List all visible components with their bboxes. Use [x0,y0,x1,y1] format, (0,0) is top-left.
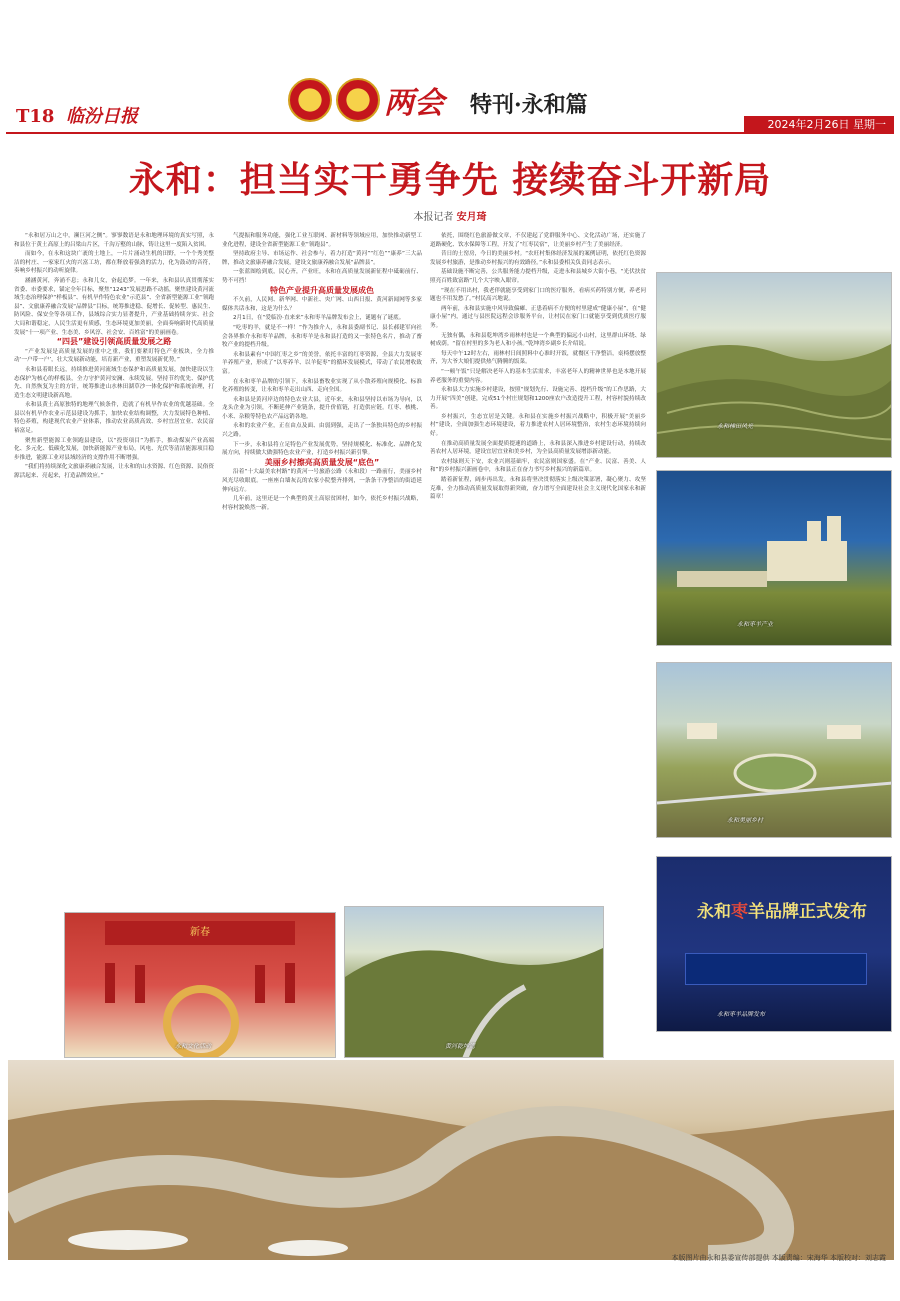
paragraph: 昔日的土窑房，今日的美丽乡村。“农旺村集体经济发展的案例证明，依托红色资源发展乡村旅游，是推动乡村振兴的有效路径。”永和县委相关负责同志表示。 [430,251,646,266]
photo-river-valley [344,906,604,1058]
paper-name: 临汾日报 [66,106,139,127]
paragraph: 基础设施不断完善，公共服务能力提档升级，走进永和县城乡大街小巷，“光伏扶贫照亮百姓致富路”几个大字映入眼帘。 [430,269,646,284]
photo-credit: 本版图片由永和县委宣传部提供 [671,1254,770,1262]
photo-performance [64,912,336,1058]
paragraph: 在推动高质量发展全面提质提速的道路上，永和县深入推进乡村建设行动，持续改善农村人居环境，建设宜居宜业和美乡村，为全县高质量发展增添新动能。 [430,440,646,456]
paragraph: 沿着“十大最美农村路”的黄河一号旅游公路（永和段）一路前行，美丽乡村风光尽收眼底。一座座白墙灰瓦的农家小院整齐排列，一条条干净整洁的街道延伸向远方。 [222,469,422,493]
photo-yellow-river-bend [8,1060,894,1260]
byline-prefix: 本报记者 [413,212,454,223]
page-headline: 永和：担当实干勇争先 接续奋斗开新局 [128,159,772,201]
stage-screen [685,953,867,985]
photo-caption: 永和枣羊产业 [737,621,774,628]
photo-caption: 黄河乾坤湾 [445,1043,476,1050]
village-illustration [657,663,892,838]
paragraph: 踏着新征程，阔步再出发。永和县将坚决贯彻落实上级决策部署，凝心聚力、攻坚克难，全力推动高质量发展取得新突破，奋力谱写全面建设社会主义现代化国家永和新篇章！ [430,477,646,501]
paragraph: 一张蓝图绘到底，民心齐，产业旺，永和在高质量发展新征程中砥砺前行、势不可挡！ [222,269,422,284]
paragraph: “一顿午饭”只是解决老年人的基本生活需求，丰富老年人的精神世界也是本地开展养老服务的重要内容。 [430,368,646,384]
photo-caption: 永和梯田风光 [717,423,754,430]
paragraph: “产业发展是高质量发展的重中之重，我们要紧盯特色产业板块，全力推动‘一户带一户’，壮大发展新动能，培育新产业，重塑发展新优势。” [14,348,214,364]
article-column-3 [430,232,646,880]
photo-caption: 永和美丽乡村 [727,817,764,824]
paragraph: 无独有偶，永和县乾坤湾乡雨林村也是一个典型的偏远小山村，这里群山环绕、绿树成荫。“留在村里的多为老人和小孩。”乾坤湾乡副乡长介绍说。 [430,332,646,348]
subheading-four-counties: “四县”建设引领高质量发展之路 [56,337,172,347]
byline [0,208,900,223]
paragraph: 坚持政府主导、市场运作、社会参与，着力打造“黄河”“红色”“康养”三大品牌，推动文旅康养融合发展，建设文旅康养融合发展“品牌县”。 [222,251,422,266]
date-bar [744,116,894,134]
terrace-illustration [657,273,892,458]
paragraph: 在永和枣羊品牌的引领下，永和县畜牧业实现了从小散养殖向规模化、标准化养殖的转变，让永和枣羊走出山西、走向全国。 [222,378,422,394]
photo-village-aerial [656,662,892,838]
paragraph: 永和县素有“中国红枣之乡”的美誉，依托丰富的红枣资源，全县大力发展枣羊养殖产业，形成了“以枣养羊、以羊促枣”的循环发展模式，带动了农民增收致富。 [222,351,422,375]
launch-title-zao: 枣 [731,902,748,922]
subheading-beautiful-village: 美丽乡村擦亮高质量发展“底色” [264,457,380,467]
photo-farm-buildings [656,470,892,646]
photo-brand-launch [656,856,892,1032]
valley-illustration [345,907,604,1058]
footer-credits [672,1253,886,1263]
launch-title [697,897,867,922]
special-issue-title: 特刊·永和篇 [470,92,588,118]
launch-title-a: 永和 [697,902,731,922]
paragraph: 依托，围绕红色旅游做文章，不仅建起了党群服务中心、文化活动广场，还实施了道路硬化、饮水保障等工程，开发了“红枣民宿”，让美丽乡村产生了美丽经济。 [430,233,646,248]
photo-terraces [656,272,892,458]
paragraph: 不久前，人民网、新华网、中新社、央广网、山西日报、黄河新闻网等多家媒体共话永和，这是为什么？ [222,297,422,312]
river-bend-illustration [8,1060,894,1260]
paragraph: 永和县大力实施乡村建设，按照“规划先行、设施完善、提档升级”的工作思路，大力开展“四美”创建，完成51个村庄规划和1200座农户改造提升工程，村容村貌持续改善。 [430,387,646,411]
page-number: T18 [16,106,55,127]
paragraph: 永和县着眼长远，持续推进黄河流域生态保护和高质量发展，加快建设以生态保护为核心的样板县，全力守护黄河安澜、永续发展。坚持节约优先、保护优先、自然恢复为主的方针，统筹推进山水林田湖草沙一体化保护和系统治理，打造生态文明建设新高地。 [14,366,214,399]
paragraph: 两年前，永和县实施中风导致偏瘫、正患着病不方便的村里建成“健康小屋”，在“健康小屋”内，通过与县医院远程会诊服务平台，让村民在家门口就能享受到优质医疗服务。 [430,305,646,329]
paragraph: 几年前，这里还是一个典型的黄土高原贫困村，如今，依托乡村振兴战略，村容村貌焕然一新。 [222,496,422,511]
photo-caption: 永和枣羊品牌发布 [717,1011,766,1018]
paragraph: 永和县是黄河岸边的特色农业大县，近年来，永和县坚持以市场为导向，以龙头企业为引领，不断延伸产业链条，提升价值链，打造供应链。红枣、核桃、小米、杂粮等特色农产品远销各地。 [222,396,422,420]
paragraph: “我们将持续深化文旅康养融合发展，让永和的山水资源、红色资源、民俗资源活起来、亮起来，打造品牌效应。” [14,464,214,480]
cppcc-emblem-icon [336,78,380,122]
paragraph: 而如今，在永和这块广袤的土地上，一片片涌动生机的田野，一个个秀美整洁的村庄、一家家红火的兴富工坊，都在释放着强劲的活力，化为鼓动的音符，奏响乡村振兴的动听旋律。 [14,251,214,275]
editor-credit: 本版责编：宋海华 [771,1254,828,1262]
masthead [6,44,894,134]
paragraph: 聚焦新型能源工业领跑县建设，以“投资项目”为抓手，推动煤炭产业高端化、多元化、低碳化发展，加快新能源产业布局，风电、光伏等清洁能源项目稳步推进，能源工业对县域经济的支撑作用不断增强。 [14,437,214,461]
subheading-specialty-industry: 特色产业提升高质量发展成色 [270,285,374,295]
issue-weekday: 星期一 [853,118,886,131]
article-column-1 [14,232,214,880]
launch-title-b: 羊品牌正式发布 [748,902,867,922]
paragraph: “现在不用出村，我老伴就能享受到家门口的医疗服务，看病买药特别方便，养老问题也不用发愁了。”村民高兴地说。 [430,287,646,303]
paragraph: “永和居万山之中，濒巨河之侧”。寥寥数语是永和地理环境的真实写照，永和县位于黄土高原上的吕梁山片区，千沟万壑的山脉，铸让这里一度陷入贫困。 [14,233,214,248]
paragraph: 涵涵黄河，奔涌不息；永和儿女，奋起追梦。一年来，永和县认真贯彻落实省委、市委要求，锚定全年目标，聚焦“1243”发展思路不动摇，聚焦建设黄河流域生态治理保护“样板县”、有机旱作特色农业“示范县”、全省新型能源工业“领跑县”、文旅康养融合发展“品牌县”目标，统筹推进稳、促增长、促转型、惠民生、防风险、保安全等各项工作，县域综合实力显著提升，产业基础持续夯实、社会大局和谐稳定，人民生活更有质感，生态环境更加美丽，全面奏响新时代高质量发展“十一项产业、生态美、乡风淳、社会安、百姓富”的美丽画卷。 [14,277,214,336]
stage-banner: 新春 [105,921,295,945]
reporter-name: 安月琦 [456,212,487,223]
paragraph: 乡村振兴，生态宜居是关键。永和县在实施乡村振兴战略中，积极开展“美丽乡村”建设，全面加强生态环境建设，着力推进农村人居环境整治，农村生态环境持续向好。 [430,413,646,438]
photo-caption: 永和文化活动 [175,1043,212,1050]
farm-illustration [657,471,892,646]
paragraph: 气提振和服务功能，强化工业互联网、新材料等领域应用，加快推动新型工业化进程，建设全省新型能源工业“领跑县”。 [222,233,422,248]
paragraph: 每天中午12时左右，雨林村日间照料中心准时开饭，就餐区干净整洁，桌椅摆放整齐，为大爷大娘们提供热气腾腾的饭菜。 [430,350,646,366]
paragraph: 2月1日，在“爱临汾·直来来”永和枣羊品牌发布会上，谜题有了谜底。 [233,315,405,322]
paragraph: 永和的农业产业，正在由点及面、由弱到强，走出了一条独具特色的乡村振兴之路。 [222,423,422,439]
paragraph: “吃枣的羊，就是不一样！”作为推介人，永和县委副书记、县长郝建军向社会各界推介永和枣羊品牌，永和枣羊是永和县打造的又一张特色名片，推动了畜牧产业的提档升级。 [222,324,422,349]
issue-date: 2024年2月26日 [767,118,850,131]
paragraph: 永和县黄土高原独特的地理气候条件，造就了有机旱作农业的优越基础。全县以有机旱作农业示范县建设为抓手，加快农业结构调整，大力发展特色种植、特色养殖，构建现代农业产业体系，推动农业高质高效、乡村宜居宜业、农民富裕富足。 [14,402,214,435]
proof-credit: 本版校对：刘志霞 [830,1254,886,1262]
paragraph: 下一步，永和县将立足特色产业发展优势，坚持规模化、标准化、品牌化发展方向，持续做大做强特色农业产业，打造乡村振兴新引擎。 [222,441,422,457]
article-column-2 [222,232,422,880]
lianghui-logo: 两会 [384,86,444,121]
paragraph: 农村绿则天下安，农业兴则基础牢，农民富则国家盛。在“产业、民富、善美、人和”的乡村振兴新画卷中，永和县正在奋力书写乡村振兴的新篇章。 [430,458,646,474]
paper-masthead [16,102,138,128]
national-emblem-icon [288,78,332,122]
